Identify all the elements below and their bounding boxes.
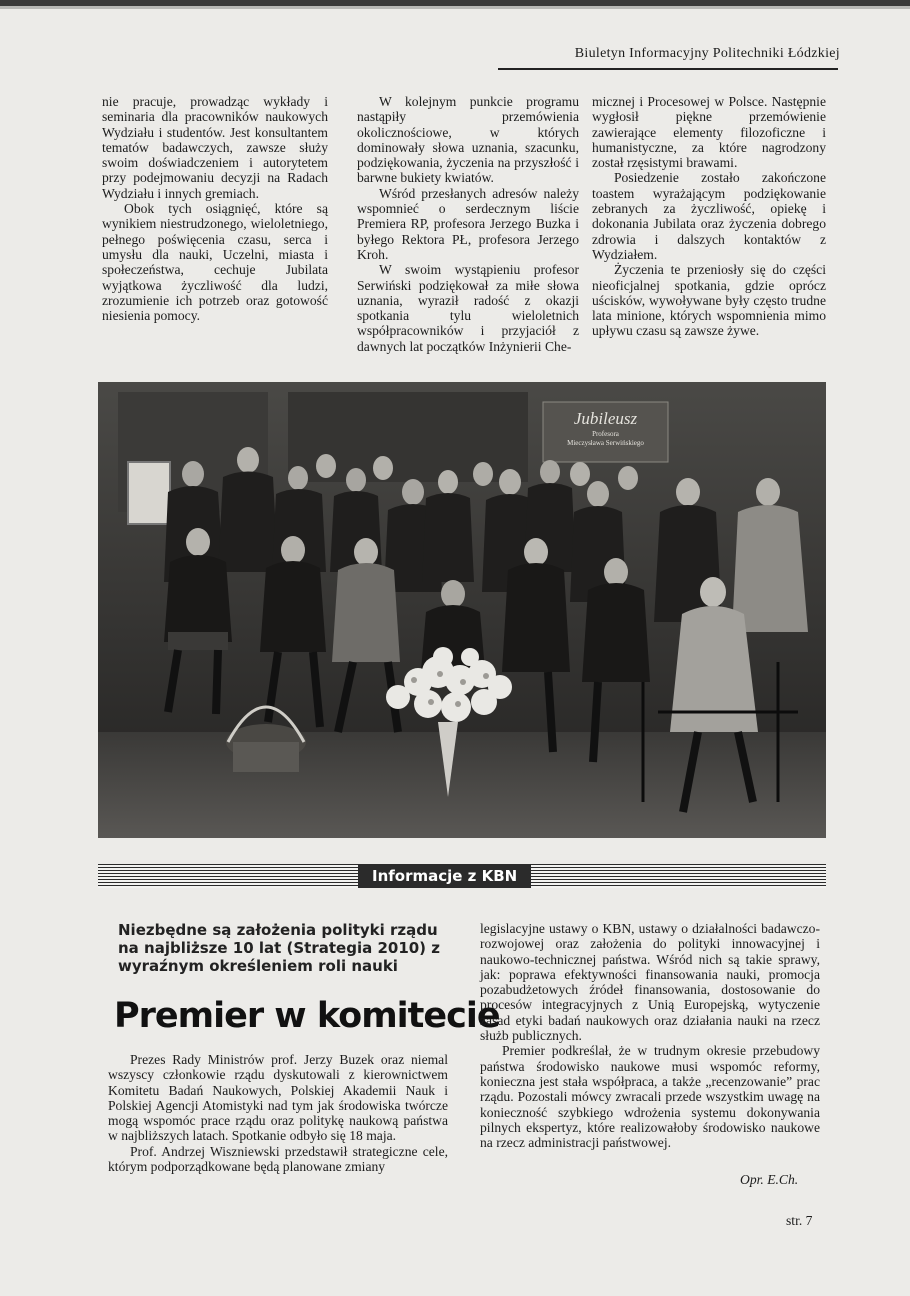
paragraph: Wśród przesłanych adresów należy wspomnieć o serdecznym liście Premiera RP, profesora Jerzego Buzka i byłego Rektora PŁ, profesora Jerzego Kroh. <box>357 185 579 262</box>
article-column-1 <box>102 94 328 323</box>
group-photo-illustration <box>98 382 826 838</box>
photo-banner-line2: Mieczysława Serwińskiego <box>567 439 644 447</box>
article-subheading: Niezbędne są założenia polityki rządu na najbliższe 10 lat (Strategia 2010) z wyraźnym określeniem roli nauki <box>118 921 440 975</box>
section-band <box>98 856 826 896</box>
article-column-2 <box>357 94 579 354</box>
photo-banner-title: Jubileusz <box>573 409 638 428</box>
kbn-right-column <box>480 921 820 1150</box>
page-number: str. 7 <box>786 1213 813 1228</box>
paragraph: Prezes Rady Ministrów prof. Jerzy Buzek oraz niemal wszyscy członkowie rządu dyskutowali z kierownictwem Komitetu Badań Naukowych, Polskiej Akademii Nauk i Polskiej Agencji Atomistyki nad tym jak środowiska twórcze mogą wspomóc prace rządu oraz politykę naukową państwa w najbliższych latach. Spotkanie odbyło się 18 maja. <box>108 1052 448 1144</box>
paragraph: Posiedzenie zostało zakończone toastem wyrażającym podziękowanie zebranych za życzliwość, opiekę i dokonania Jubilata oraz życzenia dobrego zdrowia i dalszych kontaktów z Wydziałem. <box>592 170 826 262</box>
photo-banner-line1: Profesora <box>592 430 619 438</box>
group-photo <box>98 382 826 838</box>
paragraph: W swoim wystąpieniu profesor Serwiński podziękował za miłe słowa uznania, wyraził radość z okazji spotkania tylu wieloletnich współpracowników i przyjaciół z dawnych lat początków Inżynierii Che- <box>357 262 579 354</box>
paragraph: nie pracuje, prowadząc wykłady i seminaria dla pracowników naukowych Wydziału i studentów. Jest konsultantem tematów badawczych, zawsze służy swoim doświadczeniem i autorytetem przy podejmowaniu decyzji na Radach Wydziału i innych gremiach. <box>102 94 328 201</box>
paragraph: micznej i Procesowej w Polsce. Następnie wygłosił piękne przemówienie zawierające elementy filozoficzne i humanistyczne, za które nagrodzony został rzęsistymi brawami. <box>592 94 826 171</box>
paragraph: Premier podkreślał, że w trudnym okresie przebudowy państwa środowisko naukowe musi wspomóc reformy, konieczna jest stała współpraca, a także „recenzowanie” prac rządu. Pozostali mówcy zwracali przede wszystkim uwagę na konieczność szybkiego wdrożenia systemu dokonywania pilnych ekspertyz, które realizowałoby środowisko naukowe na rzecz administracji państwowej. <box>480 1043 820 1151</box>
paragraph: legislacyjne ustawy o KBN, ustawy o działalności badawczo-rozwojowej oraz założenia do polityki innowacyjnej i naukowo-technicznej państwa. Wśród nich są takie sprawy, jak: poprawa efektywności finansowania nauki, promocja pozabudżetowych źródeł finansowania, dostosowanie do procesów integracyjnych z Unią Europejską, wytyczenie zasad etyki badań naukowych oraz działania nauki na rzecz służb publicznych. <box>480 921 820 1044</box>
running-header: Biuletyn Informacyjny Politechniki Łódzkiej <box>574 46 840 61</box>
header-rule <box>498 68 838 70</box>
paragraph: Życzenia te przeniosły się do części nieoficjalnej spotkania, gdzie oprócz uścisków, wywoływane były często trudne lata minione, których wspomnienia mimo upływu czasu są zawsze żywe. <box>592 262 826 339</box>
kbn-left-column <box>108 1052 448 1174</box>
scan-top-edge-shadow <box>0 6 910 9</box>
article-title: Premier w komitecie <box>114 996 500 1036</box>
section-band-label: Informacje z KBN <box>358 864 531 888</box>
author-signature: Opr. E.Ch. <box>740 1172 799 1187</box>
photo-banner <box>543 402 668 462</box>
article-column-3 <box>592 94 826 339</box>
paragraph: Prof. Andrzej Wiszniewski przedstawił strategiczne cele, którym podporządkowane będą planowane zmiany <box>108 1143 448 1175</box>
paragraph: W kolejnym punkcie programu nastąpiły przemówienia okolicznościowe, w których dominowały słowa uznania, szacunku, podziękowania, życzenia na przyszłość i barwne bukiety kwiatów. <box>357 94 579 186</box>
paragraph: Obok tych osiągnięć, które są wynikiem niestrudzonego, wieloletniego, pełnego poświęcenia czasu, serca i umysłu dla nauki, Uczelni, miasta i społeczeństwa, cechuje Jubilata wyjątkowa życzliwość dla ludzi, zrozumienie ich potrzeb oraz gotowość niesienia pomocy. <box>102 201 328 324</box>
